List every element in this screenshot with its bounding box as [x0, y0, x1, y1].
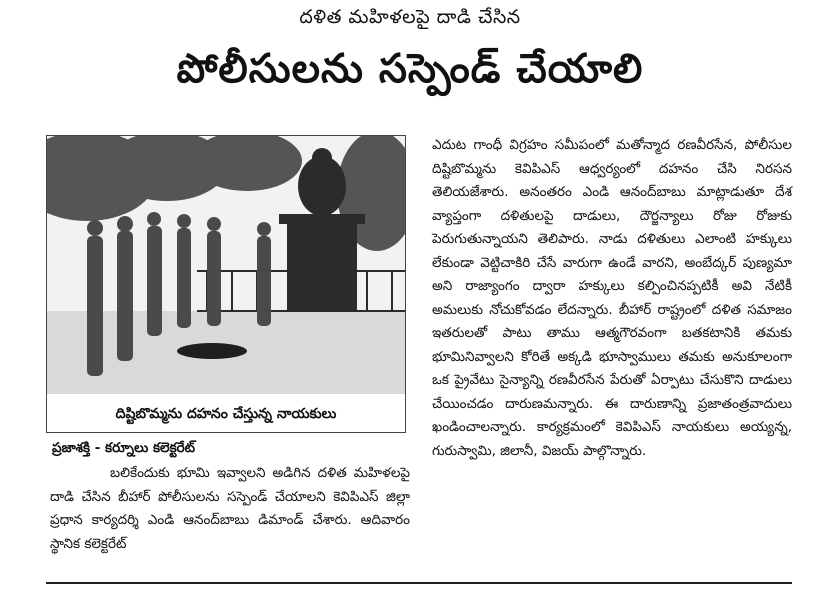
- photo-effigy: [177, 343, 247, 359]
- headline: పోలీసులను సస్పెండ్ చేయాలి: [176, 46, 644, 92]
- bottom-rule: [46, 582, 792, 584]
- news-photo: [47, 136, 405, 394]
- dateline: ప్రజాశక్తి - కర్నూలు కలెక్టరేట్: [52, 440, 196, 456]
- right-paragraph: ఎదుట గాంధీ విగ్రహం సమీపంలో మతోన్మాద రణవీరసేన, పోలీసుల దిష్టిబొమ్మను కెవిపిఎస్ ఆధ్వర్యంలో దహనం చేసి నిరసన తెలియజేశారు. అనంతరం ఎండి ఆనంద్‌బాబు మాట్లాడుతూ దేశ వ్యాప్తంగా దళితులపై దాడులు, దౌర్జన్యాలు రోజు రోజుకు పెరుగుతున్నాయని తెలిపారు. నాడు దళితులు ఎలాంటి హక్కులు లేకుండా వెట్టిచాకిరి చేసే వారుగా ఉండే వారని, అంబేద్కర్ పుణ్యమా అని రాజ్యాంగం ద్వారా హక్కులు కల్పించినప్పటికీ అవి నేటికీ అమలుకు నోచుకోవడం లేదన్నారు. బీహార్ రాష్ట్రంలో దళిత సమాజం ఇతరులతో పాటు తాము ఆత్మగౌరవంగా బతకటానికి తమకు భూమినివ్వాలని కోరితే అక్కడి భూస్వాములు తమకు అనుకూలంగా ఒక ప్రైవేటు సైన్యాన్ని రణవీరసేన పేరుతో ఏర్పాటు చేసుకొని దాడులు చేయించడం దారుణమన్నారు. ఈ దారుణాన్ని ప్రజాతంత్రవాదులు ఖండించాలన్నారు. కార్యక్రమంలో కెవిపిఎస్ నాయకులు అయ్యన్న, గురుస్వామి, జిలానీ, విజయ్ పాల్గొన్నారు.: [432, 137, 792, 459]
- photo-caption: దిష్టిబొమ్మను దహనం చేస్తున్న నాయకులు: [115, 406, 337, 422]
- kicker: దళిత మహిళలపై దాడి చేసిన: [299, 6, 521, 28]
- photo-box: [46, 135, 406, 433]
- left-paragraph: బలికేందుకు భూమి ఇవ్వాలని అడిగిన దళిత మహిళలపై దాడి చేసిన బీహార్ పోలీసులను సస్పెండ్ చేయాలని కెవిపిఎస్ జిల్లా ప్రధాన కార్యదర్శి ఎండి ఆనంద్‌బాబు డిమాండ్ చేశారు. ఆదివారం స్థానిక కలెక్టరేట్: [50, 465, 410, 552]
